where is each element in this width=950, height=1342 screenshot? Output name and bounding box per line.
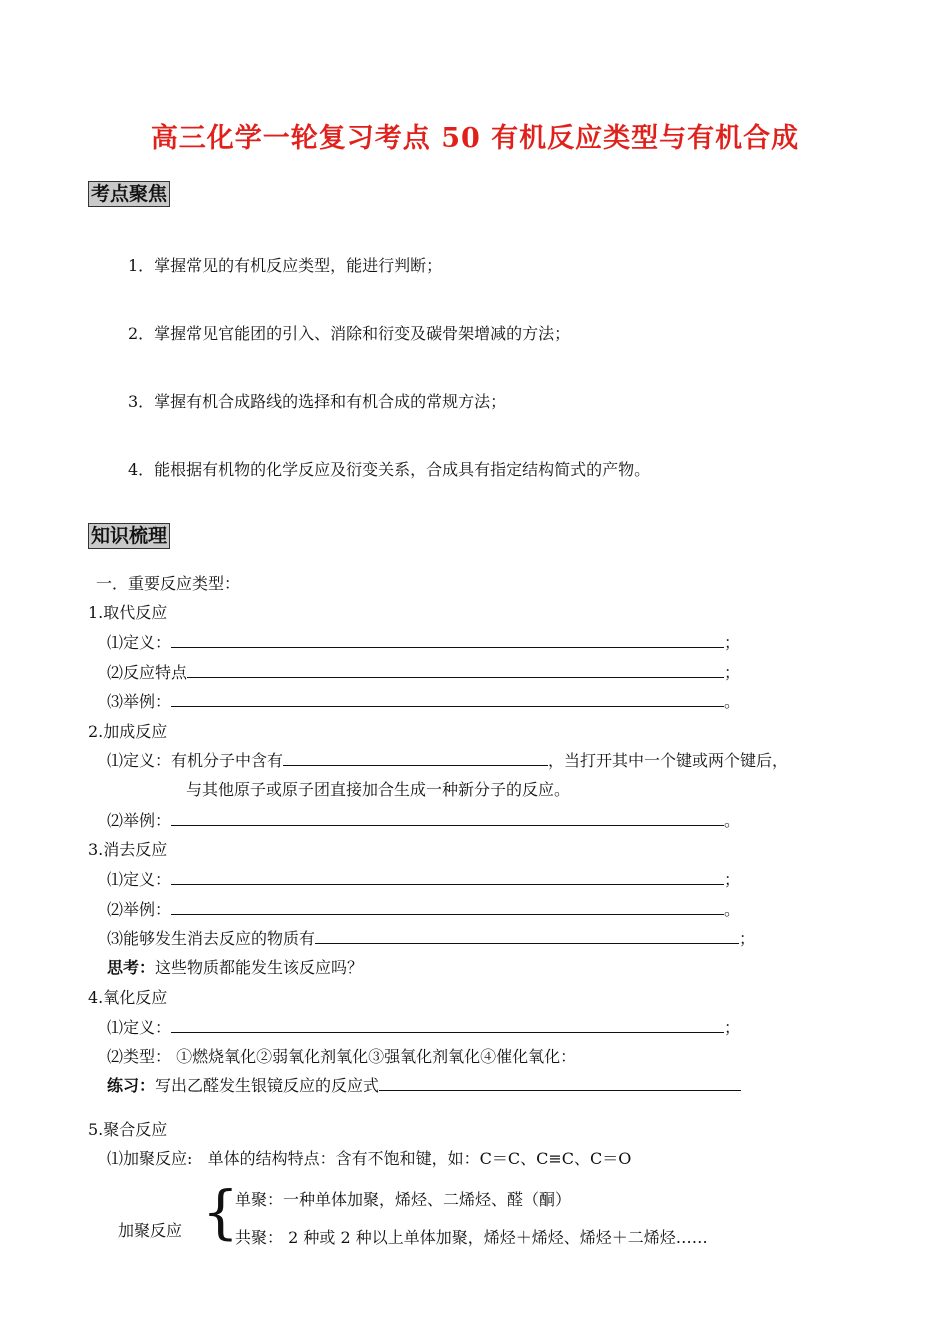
copolymerization: 共聚： 2 种或 2 种以上单体加聚，烯烃＋烯烃、烯烃＋二烯烃…… (235, 1228, 708, 1247)
homopolymerization: 单聚：一种单体加聚，烯烃、二烯烃、醛（酮） (235, 1190, 572, 1209)
addition-example: ⑵举例： 。 (107, 808, 740, 831)
think-question: 思考：这些物质都能发生该反应吗？ (107, 958, 364, 977)
blank-line[interactable] (171, 808, 724, 826)
objective-1: 1．掌握常见的有机反应类型，能进行判断； (128, 256, 443, 275)
addition-polymerization: ⑴加聚反应: 单体的结构特点：含有不饱和键，如：C＝C、C≡C、C＝O (107, 1149, 632, 1168)
elimination-definition: ⑴定义： ； (107, 867, 740, 890)
oxidation-definition: ⑴定义： ； (107, 1015, 740, 1038)
blank-line[interactable] (171, 1015, 724, 1033)
substitution-definition: ⑴定义： ； (107, 630, 740, 653)
polymerization-heading: 5.聚合反应 (88, 1120, 168, 1139)
substitution-features: ⑵反应特点 ； (107, 660, 740, 683)
part-heading: 一．重要反应类型： (96, 574, 241, 593)
objective-4: 4．能根据有机物的化学反应及衍变关系，合成具有指定结构简式的产物。 (128, 460, 651, 479)
blank-line[interactable] (379, 1073, 741, 1091)
blank-line[interactable] (171, 867, 724, 885)
blank-line[interactable] (187, 660, 724, 678)
elimination-example: ⑵举例： 。 (107, 897, 740, 920)
page-title: 高三化学一轮复习考点 50 有机反应类型与有机合成 (150, 123, 800, 154)
practice-exercise: 练习：写出乙醛发生银镜反应的反应式 (107, 1073, 741, 1096)
elimination-heading: 3.消去反应 (88, 840, 168, 859)
blank-line[interactable] (283, 748, 548, 766)
brace-label: 加聚反应 (118, 1221, 183, 1240)
blank-line[interactable] (315, 926, 739, 944)
blank-line[interactable] (171, 630, 724, 648)
addition-heading: 2.加成反应 (88, 722, 168, 741)
blank-line[interactable] (171, 897, 724, 915)
blank-line[interactable] (171, 689, 724, 707)
section-focus: 考点聚焦 (88, 181, 170, 207)
oxidation-types: ⑵类型： ①燃烧氧化②弱氧化剂氧化③强氧化剂氧化④催化氧化： (107, 1047, 577, 1066)
oxidation-heading: 4.氧化反应 (88, 988, 168, 1007)
addition-definition: ⑴定义：有机分子中含有 ，当打开其中一个键或两个键后， (107, 748, 788, 771)
objective-2: 2．掌握常见官能团的引入、消除和衍变及碳骨架增减的方法； (128, 324, 571, 343)
substitution-heading: 1.取代反应 (88, 603, 168, 622)
objective-3: 3．掌握有机合成路线的选择和有机合成的常规方法； (128, 392, 507, 411)
substitution-example: ⑶举例： 。 (107, 689, 740, 712)
section-knowledge: 知识梳理 (88, 523, 170, 549)
elimination-substances: ⑶能够发生消去反应的物质有 ； (107, 926, 755, 949)
brace-icon: { (202, 1178, 239, 1246)
addition-definition-cont: 与其他原子或原子团直接加合生成一种新分子的反应。 (186, 780, 571, 799)
